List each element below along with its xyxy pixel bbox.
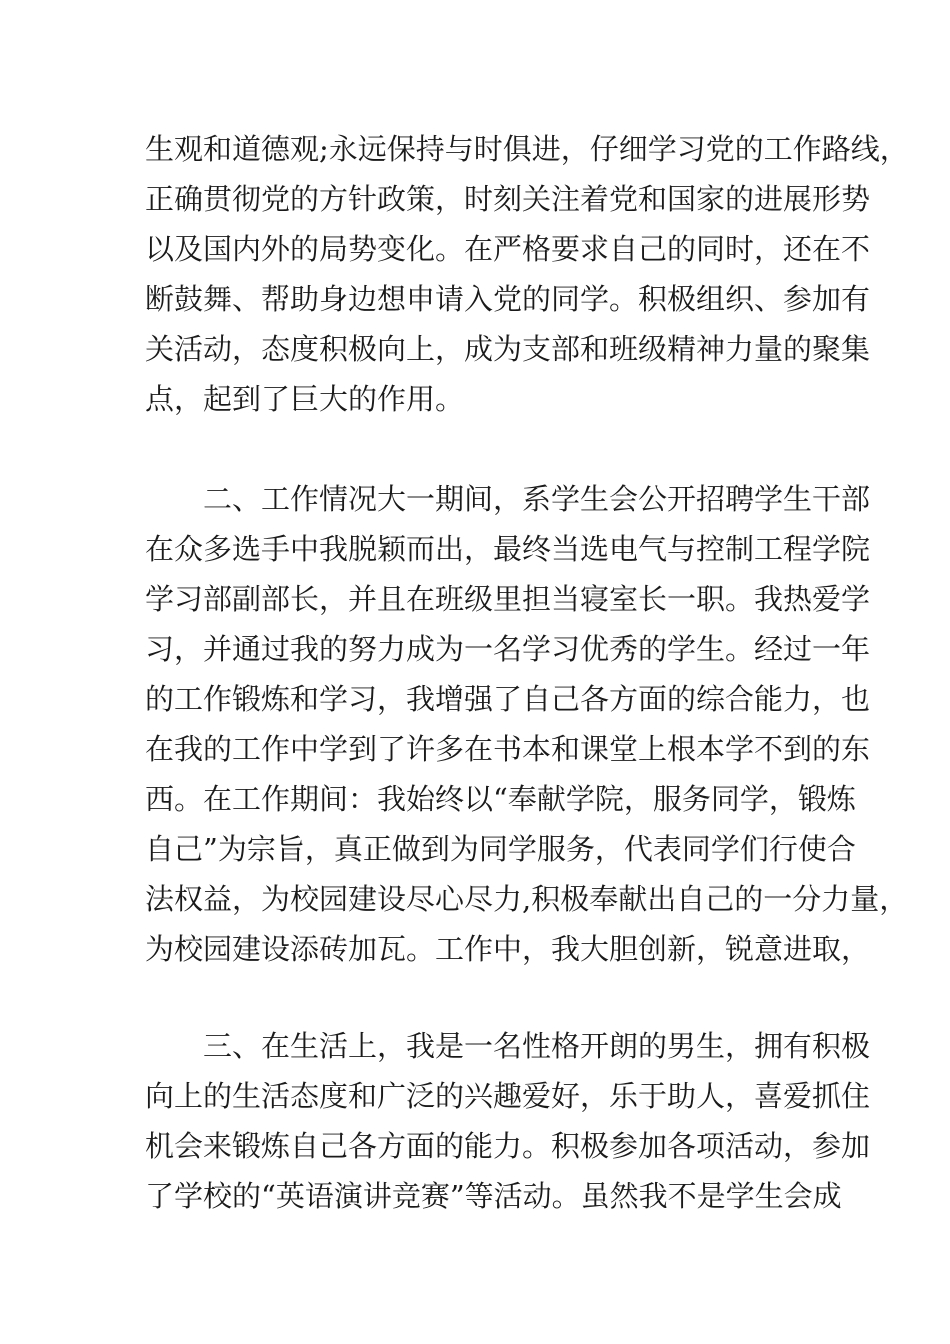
text-line: 断鼓舞、帮助身边想申请入党的同学。积极组织、参加有	[145, 282, 871, 316]
text-line: 正确贯彻党的方针政策，时刻关注着党和国家的进展形势	[145, 182, 871, 216]
text-line: 了学校的“英语演讲竞赛”等活动。虽然我不是学生会成	[145, 1179, 842, 1213]
text-line: 二、工作情况大一期间，系学生会公开招聘学生干部	[145, 482, 871, 516]
text-line: 的工作锻炼和学习，我增强了自己各方面的综合能力，也	[145, 682, 871, 716]
text-line: 习，并通过我的努力成为一名学习优秀的学生。经过一年	[145, 632, 871, 666]
text-line: 为校园建设添砖加瓦。工作中，我大胆创新，锐意进取，	[145, 932, 871, 966]
text-line: 向上的生活态度和广泛的兴趣爱好，乐于助人，喜爱抓住	[145, 1079, 871, 1113]
text-line: 西。在工作期间：我始终以“奉献学院，服务同学，锻炼	[145, 782, 856, 816]
text-line: 在我的工作中学到了许多在书本和课堂上根本学不到的东	[145, 732, 871, 766]
text-line: 自己”为宗旨，真正做到为同学服务，代表同学们行使合	[145, 832, 856, 866]
text-line: 在众多选手中我脱颖而出，最终当选电气与控制工程学院	[145, 532, 871, 566]
text-line: 学习部副部长，并且在班级里担当寝室长一职。我热爱学	[145, 582, 871, 616]
text-line: 点，起到了巨大的作用。	[145, 382, 465, 416]
text-line: 法权益，为校园建设尽心尽力,积极奉献出自己的一分力量，	[145, 882, 909, 916]
paragraph-life	[145, 1021, 871, 1221]
paragraph-political-attitude	[145, 124, 909, 424]
paragraph-work-situation	[145, 474, 909, 974]
text-line: 关活动，态度积极向上，成为支部和班级精神力量的聚集	[145, 332, 871, 366]
text-line: 三、在生活上，我是一名性格开朗的男生，拥有积极	[145, 1029, 871, 1063]
text-line: 以及国内外的局势变化。在严格要求自己的同时，还在不	[145, 232, 871, 266]
text-line: 生观和道德观;永远保持与时俱进，仔细学习党的工作路线，	[145, 132, 909, 166]
text-line: 机会来锻炼自己各方面的能力。积极参加各项活动，参加	[145, 1129, 871, 1163]
